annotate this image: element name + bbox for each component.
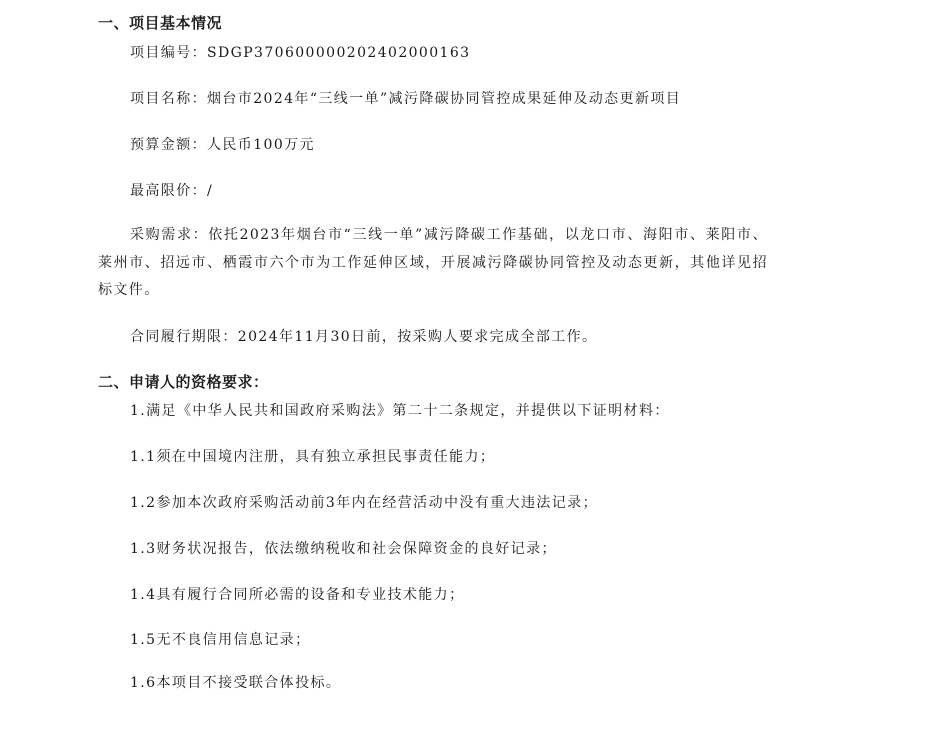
procurement-requirement: 采购需求：依托2023年烟台市“三线一单”减污降碳工作基础，以龙口市、海阳市、莱阳市、莱州市、招远市、栖霞市六个市为工作延伸区域，开展减污降碳协同管控及动态更新，其他详见招标文件。 xyxy=(98,227,768,298)
budget-amount: 预算金额：人民币100万元 xyxy=(130,137,315,153)
project-number: 项目编号：SDGP370600000202402000163 xyxy=(130,45,471,61)
qualification-item: 1.1须在中国境内注册，具有独立承担民事责任能力； xyxy=(130,449,496,465)
qualification-item: 1.满足《中华人民共和国政府采购法》第二十二条规定，并提供以下证明材料： xyxy=(130,403,670,419)
qualification-item: 1.4具有履行合同所必需的设备和专业技术能力； xyxy=(130,587,465,603)
qualification-item: 1.5无不良信用信息记录； xyxy=(130,632,311,648)
max-price: 最高限价：/ xyxy=(130,183,214,199)
project-name: 项目名称：烟台市2024年“三线一单”减污降碳协同管控成果延伸及动态更新项目 xyxy=(130,91,682,107)
section-heading-basic-info: 一、项目基本情况 xyxy=(98,14,223,32)
qualification-item: 1.3财务状况报告，依法缴纳税收和社会保障资金的良好记录； xyxy=(130,541,557,557)
contract-period: 合同履行期限：2024年11月30日前，按采购人要求完成全部工作。 xyxy=(130,329,598,345)
qualification-item: 1.2参加本次政府采购活动前3年内在经营活动中没有重大违法记录； xyxy=(130,495,598,511)
qualification-item: 1.6本项目不接受联合体投标。 xyxy=(130,675,342,691)
section-heading-qualification: 二、申请人的资格要求： xyxy=(98,373,269,391)
